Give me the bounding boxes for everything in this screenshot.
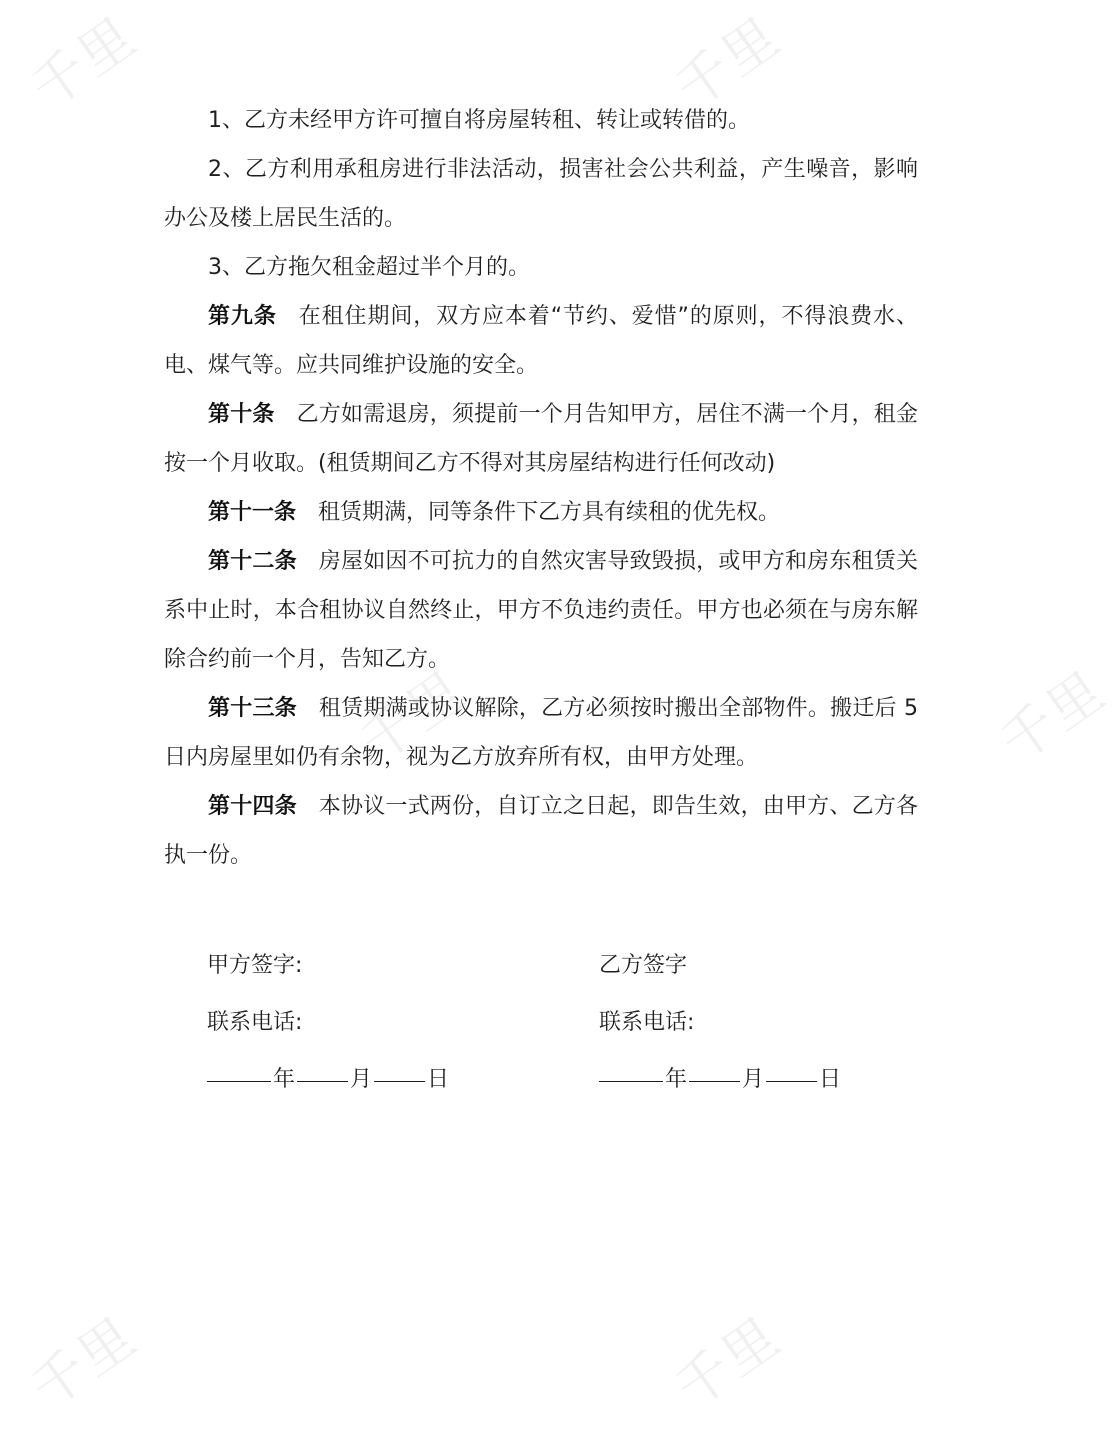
clause-paragraph [164, 537, 918, 684]
clause-paragraph [164, 96, 918, 145]
agreement-body [164, 96, 918, 880]
month-blank[interactable] [297, 1053, 348, 1082]
day-blank[interactable] [766, 1053, 817, 1082]
watermark-mid-right: 千里 [988, 658, 1117, 775]
clause-paragraph [164, 488, 918, 537]
party-a-sign-label: 甲方签字: [207, 953, 303, 978]
clause-text: 1、乙方未经甲方许可擅自将房屋转租、转让或转借的。 [208, 108, 750, 133]
clause-paragraph [164, 782, 918, 880]
article-number: 第九条 [208, 304, 277, 329]
article-number: 第十条 [208, 402, 275, 427]
article-number: 第十四条 [208, 794, 297, 819]
clause-paragraph [164, 292, 918, 390]
year-blank[interactable] [207, 1053, 271, 1082]
year-blank[interactable] [599, 1053, 663, 1082]
month-blank[interactable] [689, 1053, 740, 1082]
party-b-phone-label: 联系电话: [599, 1010, 695, 1035]
clause-paragraph [164, 390, 918, 488]
month-label: 月 [742, 1067, 765, 1092]
clause-text: 2、乙方利用承租房进行非法活动，损害社会公共利益，产生噪音，影响办公及楼上居民生活的。 [164, 157, 918, 231]
clause-text: 在租住期间，双方应本着“节约、爱惜”的原则，不得浪费水、电、煤气等。应共同维护设施的安全。 [164, 304, 918, 378]
article-number: 第十三条 [208, 696, 297, 721]
year-label: 年 [273, 1067, 296, 1092]
watermark-bottom-left: 千里 [19, 1304, 148, 1421]
day-label: 日 [427, 1067, 450, 1092]
watermark-mid-center: 千里 [348, 658, 477, 775]
clause-paragraph [164, 243, 918, 292]
clause-text: 房屋如因不可抗力的自然灾害导致毁损，或甲方和房东租赁关系中止时，本合租协议自然终止，甲方不负违约责任。甲方也必须在与房东解除合约前一个月，告知乙方。 [164, 549, 918, 672]
day-label: 日 [819, 1067, 842, 1092]
clause-text: 乙方如需退房，须提前一个月告知甲方，居住不满一个月，租金按一个月收取。(租赁期间乙方不得对其房屋结构进行任何改动) [164, 402, 918, 476]
year-label: 年 [665, 1067, 688, 1092]
month-label: 月 [350, 1067, 373, 1092]
article-number: 第十二条 [208, 549, 297, 574]
watermark-top-left: 千里 [19, 4, 148, 121]
watermark-top-center: 千里 [663, 4, 792, 121]
clause-text: 租赁期满或协议解除，乙方必须按时搬出全部物件。搬迁后 5 日内房屋里如仍有余物，视为乙方放弃所有权，由甲方处理。 [164, 696, 918, 770]
clause-paragraph [164, 145, 918, 243]
day-blank[interactable] [374, 1053, 425, 1082]
clause-paragraph [164, 684, 918, 782]
clause-text: 本协议一式两份，自订立之日起，即告生效，由甲方、乙方各执一份。 [164, 794, 918, 868]
party-b-date-line [599, 1051, 929, 1108]
party-a-phone-label: 联系电话: [207, 1010, 303, 1035]
party-a-signature-block [207, 937, 537, 1108]
clause-text: 3、乙方拖欠租金超过半个月的。 [208, 255, 530, 280]
clause-text: 租赁期满，同等条件下乙方具有续租的优先权。 [318, 500, 781, 525]
party-b-sign-label: 乙方签字 [599, 953, 688, 978]
article-number: 第十一条 [208, 500, 297, 525]
party-b-signature-block [599, 937, 929, 1108]
party-a-date-line [207, 1051, 537, 1108]
watermark-bottom-center: 千里 [663, 1304, 792, 1421]
